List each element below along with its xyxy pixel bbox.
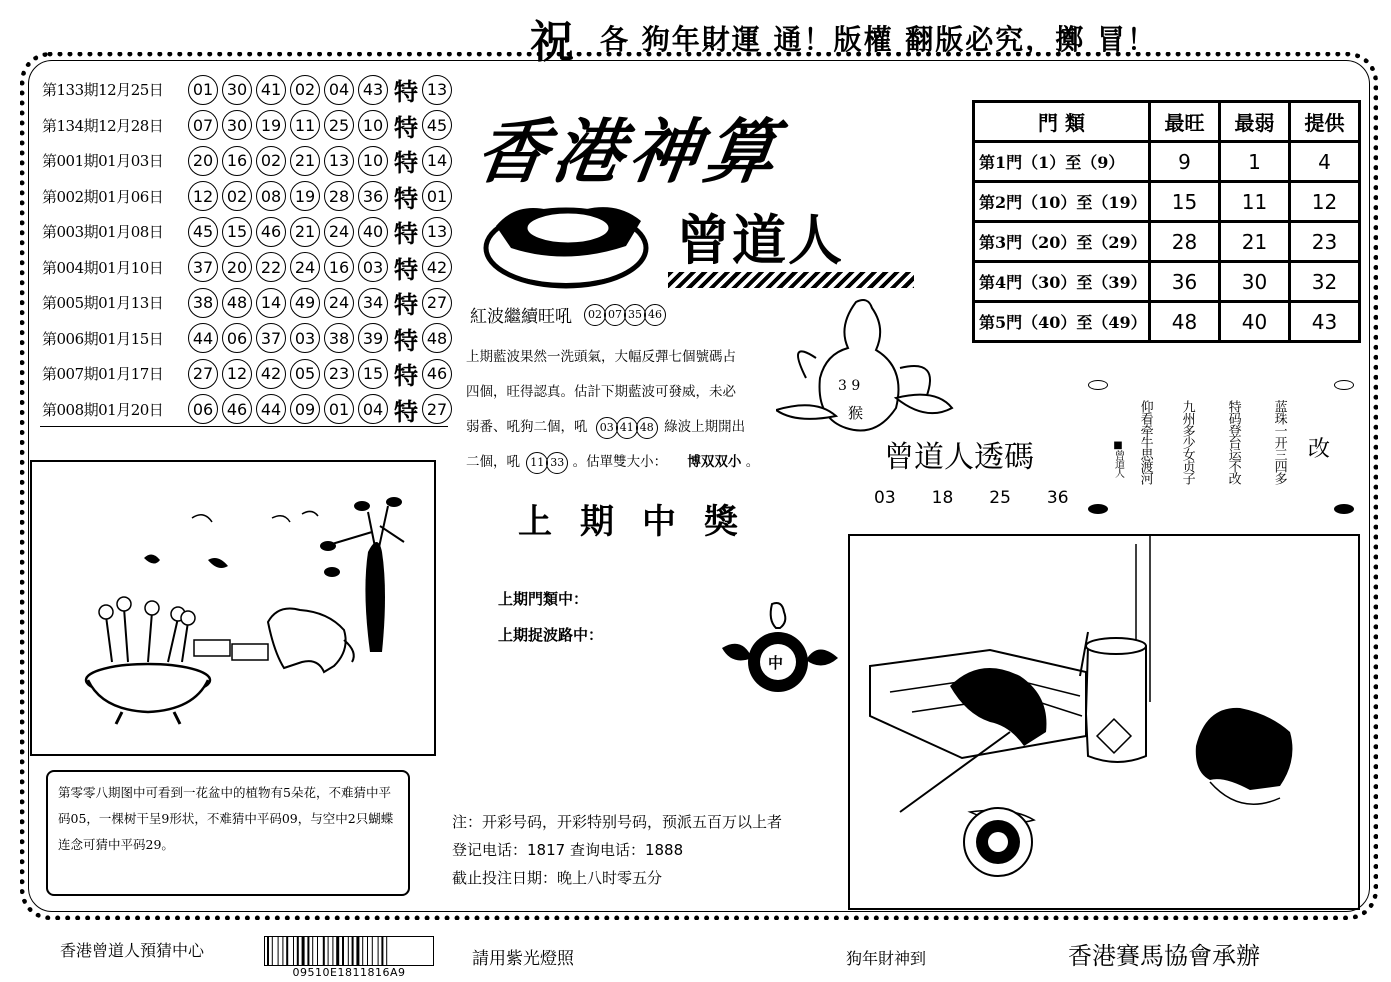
red-wave-text: 紅波繼續旺吼 — [470, 307, 572, 327]
given-value: 12 — [1290, 182, 1360, 222]
number-ball: 04 — [324, 75, 354, 105]
special-marker: 特 — [394, 183, 418, 213]
number-ball: 03 — [358, 252, 388, 282]
special-number-ball: 27 — [422, 394, 452, 424]
special-marker: 特 — [394, 361, 418, 390]
monkey-label: 猴 — [848, 404, 864, 422]
info-line: 注：开彩号码，开彩特别号码，预派五百万以上者 — [452, 813, 783, 831]
number-ball: 43 — [358, 75, 388, 105]
max-value: 15 — [1150, 182, 1220, 222]
number-ball: 21 — [290, 146, 320, 176]
number-ball: 48 — [222, 288, 252, 318]
number-ball: 39 — [358, 323, 388, 353]
special-number-ball: 01 — [422, 181, 452, 211]
decor-oval — [1334, 504, 1354, 514]
category-label: 第1門（1）至（9） — [974, 142, 1150, 182]
decor-oval — [1088, 504, 1108, 514]
draw-date-label: 第005期01月13日 — [42, 294, 164, 312]
special-number-ball: 13 — [422, 217, 452, 247]
medal-icon — [722, 600, 838, 696]
number-ball: 40 — [358, 217, 388, 247]
number-ball: 37 — [256, 323, 286, 353]
number-ball: 16 — [222, 146, 252, 176]
draw-row — [42, 72, 456, 107]
max-value: 48 — [1150, 302, 1220, 342]
picture-explanation: 第零零八期图中可看到一花盆中的植物有5朵花，不难猜中平码05，一棵树干呈9形状，不难猜中平码09，与空中2只蝴蝶连念可猜中平码29。 — [46, 770, 410, 896]
number-ball: 16 — [324, 252, 354, 282]
draw-row — [42, 179, 456, 214]
small-number-ball: 46 — [644, 304, 666, 326]
decor-oval — [1088, 380, 1108, 390]
number-ball: 08 — [256, 181, 286, 211]
given-value: 32 — [1290, 262, 1360, 302]
monkey-digits: 3 9 — [838, 378, 861, 394]
analysis-line — [466, 445, 766, 480]
analysis-text: 弱番、吼狗二個，吼 — [466, 419, 588, 435]
monkey-gourd-icon — [776, 298, 956, 448]
table-row — [974, 262, 1360, 302]
draw-date-label: 第134期12月28日 — [42, 116, 164, 135]
draw-row — [42, 108, 456, 143]
number-ball: 28 — [324, 181, 354, 211]
table-header-category: 門 類 — [974, 102, 1150, 142]
draw-date-label: 第002期01月06日 — [42, 187, 164, 206]
footer-center-name: 香港曾道人預猜中心 — [60, 941, 205, 960]
draw-row — [42, 250, 456, 285]
decor-oval — [1334, 380, 1354, 390]
number-ball: 25 — [324, 110, 354, 140]
poem-author: ■曾道人 — [1112, 440, 1124, 477]
number-ball: 10 — [358, 146, 388, 176]
special-number-ball: 13 — [422, 75, 452, 105]
header-blessing-text: 各 狗年財運 通！版權 翻版必究，擲 冒！ — [600, 23, 1157, 56]
number-ball: 24 — [290, 252, 320, 282]
last-wave-label: 上期捉波路中： — [498, 626, 604, 644]
special-marker: 特 — [394, 290, 418, 319]
number-ball: 01 — [188, 75, 218, 105]
flowerpot-cat-illustration — [32, 462, 434, 754]
number-ball: 41 — [256, 75, 286, 105]
poem-line: 特码登台运不改 — [1225, 400, 1241, 484]
analysis-line: 四個，旺得認真。估計下期藍波可發威，未必 — [466, 384, 736, 400]
number-ball: 15 — [358, 359, 388, 389]
number-ball: 06 — [188, 394, 218, 424]
number-ball: 27 — [188, 359, 218, 389]
special-marker: 特 — [394, 325, 418, 355]
number-ball: 24 — [324, 217, 354, 247]
puzzle-picture-left — [30, 460, 436, 756]
number-ball: 38 — [188, 288, 218, 318]
given-value: 4 — [1290, 142, 1360, 182]
number-ball: 09 — [290, 394, 320, 424]
analysis-paragraph — [466, 340, 766, 480]
barcode-bars — [264, 936, 434, 966]
category-label: 第5門（40）至（49） — [974, 302, 1150, 342]
special-number-ball: 45 — [422, 110, 452, 140]
poem-line: 九州多少女贞子 — [1179, 400, 1195, 484]
analysis-line: 上期藍波果然一洗頭氣，大幅反彈七個號碼占 — [466, 349, 736, 365]
number-ball: 15 — [222, 217, 252, 247]
page-title: 香港神算 — [471, 110, 788, 193]
number-ball: 46 — [256, 217, 286, 247]
number-ball: 07 — [188, 110, 218, 140]
category-label: 第4門（30）至（39） — [974, 262, 1150, 302]
reveal-number: 03 — [874, 488, 896, 508]
reveal-numbers — [874, 488, 1069, 508]
analysis-text: 。 — [745, 454, 760, 470]
draw-date-label: 第001期01月03日 — [42, 152, 164, 170]
analysis-text: 二個，吼 — [466, 454, 520, 470]
table-row — [974, 142, 1360, 182]
number-ball: 45 — [188, 217, 218, 247]
info-line: 截止投注日期：晚上八时零五分 — [452, 869, 663, 887]
min-value: 30 — [1220, 262, 1290, 302]
reveal-number: 36 — [1046, 488, 1069, 508]
special-number-ball: 46 — [422, 359, 452, 389]
number-ball: 19 — [256, 110, 286, 140]
min-value: 40 — [1220, 302, 1290, 342]
poem-line: 仰看牵牛思渡河 — [1137, 400, 1153, 484]
category-label: 第3門（20）至（29） — [974, 222, 1150, 262]
small-number-ball: 03 — [596, 417, 618, 439]
max-value: 36 — [1150, 262, 1220, 302]
small-number-ball: 02 — [584, 304, 606, 326]
reveal-number: 18 — [931, 488, 954, 508]
list-divider — [40, 426, 448, 427]
small-number-ball: 48 — [636, 417, 658, 439]
draw-date-label: 第004期01月10日 — [42, 258, 164, 277]
draw-row — [42, 321, 456, 356]
analysis-balls — [526, 452, 566, 474]
special-marker: 特 — [394, 148, 418, 177]
special-marker: 特 — [394, 396, 418, 426]
draw-date-label: 第133期12月25日 — [42, 81, 164, 99]
number-ball: 01 — [324, 394, 354, 424]
min-value: 1 — [1220, 142, 1290, 182]
puzzle-picture-right — [848, 534, 1360, 910]
number-ball: 20 — [222, 252, 252, 282]
footer-slogan: 狗年財神到 — [846, 949, 927, 968]
reveal-gai: 改 — [1308, 437, 1331, 462]
small-number-ball: 41 — [616, 417, 638, 439]
header-blessing-char: 祝 — [530, 17, 574, 68]
number-ball: 12 — [188, 181, 218, 211]
medal-label: 中 — [768, 654, 784, 672]
number-ball: 11 — [290, 110, 320, 140]
poem-line: 蓝珠一开三四多 — [1271, 400, 1287, 484]
number-ball: 21 — [290, 217, 320, 247]
category-stats-table — [972, 100, 1361, 343]
brand-name: 曾道人 — [676, 208, 844, 272]
draw-row — [42, 392, 456, 427]
number-ball: 03 — [290, 323, 320, 353]
draw-date-label: 第006期01月15日 — [42, 329, 164, 348]
given-value: 43 — [1290, 302, 1360, 342]
table-header-min: 最弱 — [1220, 102, 1290, 142]
analysis-text: 綠波上期開出 — [664, 419, 746, 435]
number-ball: 13 — [324, 146, 354, 176]
number-ball: 46 — [222, 394, 252, 424]
draw-date-label: 第007期01月17日 — [42, 365, 164, 383]
number-ball: 10 — [358, 110, 388, 140]
number-ball: 30 — [222, 110, 252, 140]
gold-ingot-icon — [476, 186, 656, 296]
number-ball: 23 — [324, 359, 354, 389]
analysis-text: 。估單雙大小： — [572, 454, 668, 470]
max-value: 9 — [1150, 142, 1220, 182]
analysis-balls — [596, 417, 656, 439]
draw-row — [42, 356, 456, 391]
table-row — [974, 302, 1360, 342]
table-header-row — [974, 102, 1360, 142]
draw-row — [42, 143, 456, 178]
last-win-title: 上期中獎 — [518, 502, 766, 542]
number-ball: 42 — [256, 359, 286, 389]
number-ball: 34 — [358, 288, 388, 318]
number-ball: 14 — [256, 288, 286, 318]
max-value: 28 — [1150, 222, 1220, 262]
small-number-ball: 35 — [624, 304, 646, 326]
special-number-ball: 27 — [422, 288, 452, 318]
special-marker: 特 — [394, 112, 418, 142]
number-ball: 36 — [358, 181, 388, 211]
number-ball: 19 — [290, 181, 320, 211]
number-ball: 02 — [256, 146, 286, 176]
number-ball: 37 — [188, 252, 218, 282]
lottery-info — [452, 808, 782, 892]
footer-uv-note: 請用紫光燈照 — [472, 949, 574, 969]
number-ball: 02 — [290, 75, 320, 105]
given-value: 23 — [1290, 222, 1360, 262]
number-ball: 05 — [290, 359, 320, 389]
number-ball: 38 — [324, 323, 354, 353]
table-row — [974, 222, 1360, 262]
number-ball: 22 — [256, 252, 286, 282]
number-ball: 12 — [222, 359, 252, 389]
number-ball: 30 — [222, 75, 252, 105]
draw-date-label: 第008期01月20日 — [42, 400, 164, 419]
special-marker: 特 — [394, 254, 418, 284]
min-value: 11 — [1220, 182, 1290, 222]
special-marker: 特 — [394, 77, 418, 106]
small-number-ball: 07 — [604, 304, 626, 326]
number-ball: 44 — [188, 323, 218, 353]
table-header-give: 提供 — [1290, 102, 1360, 142]
number-ball: 44 — [256, 394, 286, 424]
special-number-ball: 48 — [422, 323, 452, 353]
table-row — [974, 182, 1360, 222]
last-category-label: 上期門類中： — [498, 590, 589, 608]
small-number-ball: 33 — [546, 452, 568, 474]
draw-row — [42, 285, 456, 320]
brand-stripe — [668, 272, 914, 288]
number-ball: 49 — [290, 288, 320, 318]
red-wave-line — [470, 302, 664, 327]
small-number-ball: 11 — [526, 452, 548, 474]
special-marker: 特 — [394, 219, 418, 248]
table-header-max: 最旺 — [1150, 102, 1220, 142]
draw-row — [42, 214, 456, 249]
reveal-number: 25 — [989, 488, 1011, 508]
special-number-ball: 42 — [422, 252, 452, 282]
reveal-title: 曾道人透碼 — [884, 440, 1034, 475]
draw-date-label: 第003期01月08日 — [42, 223, 164, 241]
number-ball: 20 — [188, 146, 218, 176]
footer-organizer: 香港賽馬協會承辦 — [1068, 942, 1260, 970]
number-ball: 06 — [222, 323, 252, 353]
number-ball: 24 — [324, 288, 354, 318]
red-wave-balls — [584, 304, 664, 326]
min-value: 21 — [1220, 222, 1290, 262]
number-ball: 02 — [222, 181, 252, 211]
rats-jar-illustration — [850, 536, 1358, 908]
number-ball: 04 — [358, 394, 388, 424]
info-line: 登记电话：1817 查询电话：1888 — [452, 841, 684, 859]
barcode-number: 09510E1811816A9 — [292, 966, 406, 979]
barcode — [264, 936, 434, 980]
category-label: 第2門（10）至（19） — [974, 182, 1150, 222]
analysis-prediction: 博双双小 — [687, 454, 742, 470]
special-number-ball: 14 — [422, 146, 452, 176]
analysis-line — [466, 410, 766, 445]
